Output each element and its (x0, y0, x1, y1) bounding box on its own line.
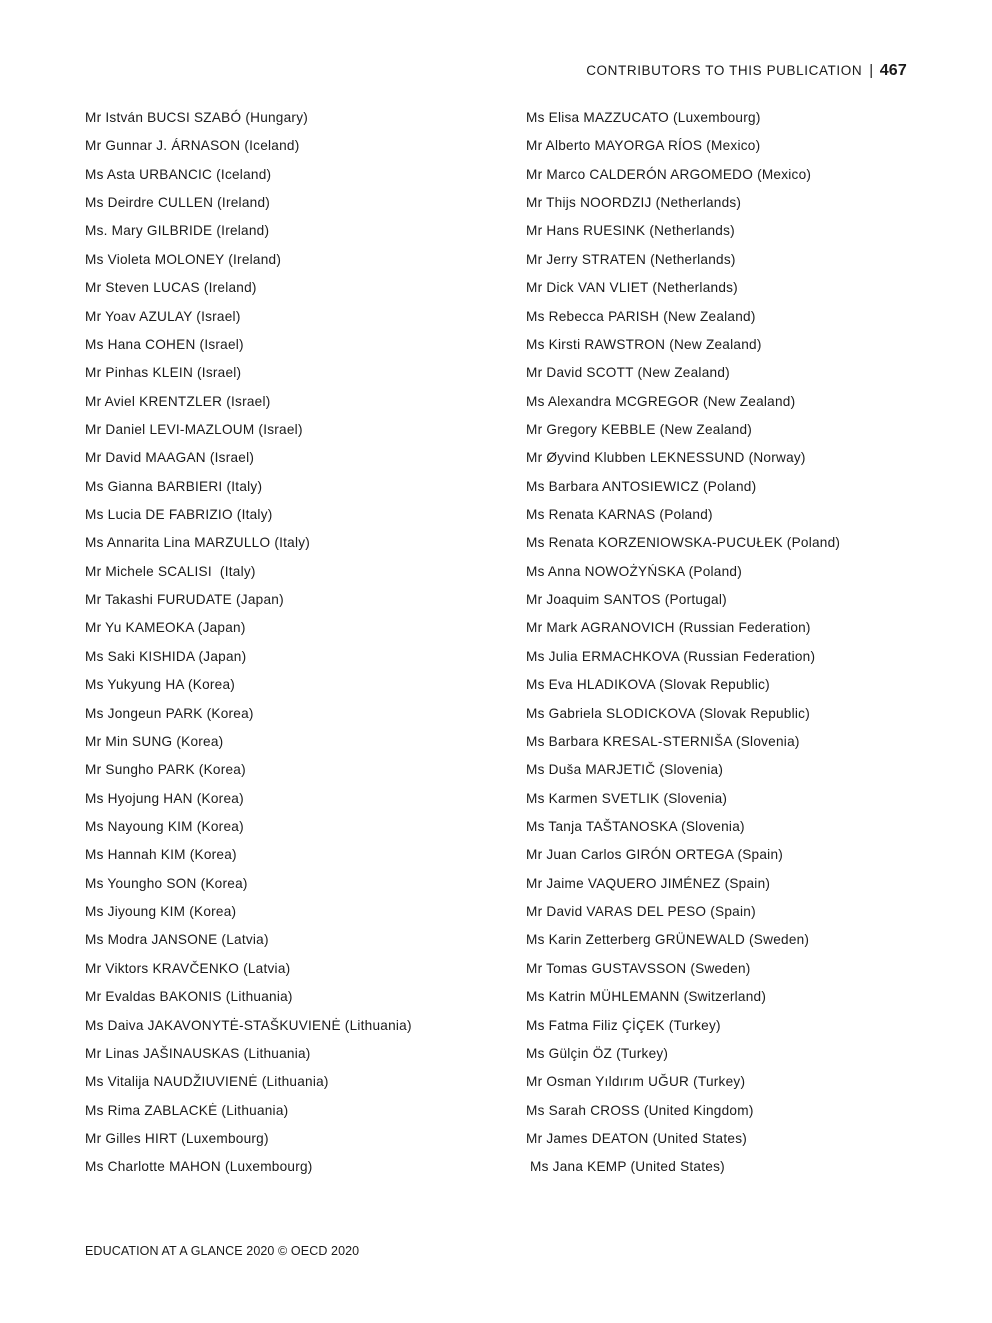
contributor-entry: Ms Youngho SON (Korea) (85, 875, 248, 891)
contributor-entry: Ms Elisa MAZZUCATO (Luxembourg) (526, 110, 761, 125)
contributor-entry: Ms Sarah CROSS (United Kingdom) (526, 1102, 754, 1118)
contributor-entry: Mr Gunnar J. ÁRNASON (Iceland) (85, 138, 300, 154)
contributor-entry: Ms Daiva JAKAVONYTĖ-STAŠKUVIENĖ (Lithuania) (85, 1017, 412, 1033)
contributor-entry: Ms Deirdre CULLEN (Ireland) (85, 195, 271, 211)
contributor-entry: Ms Tanja TAŠTANOSKA (Slovenia) (526, 818, 745, 834)
contributor-entry: Mr Evaldas BAKONIS (Lithuania) (85, 989, 293, 1005)
contributor-entry: Mr Gilles HIRT (Luxembourg) (85, 1130, 269, 1146)
contributor-entry: Mr Michele SCALISI (Italy) (85, 563, 256, 579)
contributor-entry: Ms Hannah KIM (Korea) (85, 847, 237, 863)
contributor-entry: Ms Yukyung HA (Korea) (85, 677, 236, 693)
contributor-entry: Mr Gregory KEBBLE (New Zealand) (526, 421, 753, 437)
contributor-entry: Ms Jiyoung KIM (Korea) (85, 904, 237, 920)
contributor-entry: Mr Yoav AZULAY (Israel) (85, 308, 241, 324)
contributor-entry: Ms Saki KISHIDA (Japan) (85, 648, 247, 664)
contributor-entry: Mr David SCOTT (New Zealand) (526, 365, 730, 381)
page-header (586, 62, 907, 80)
contributor-entry: Mr Jerry STRATEN (Netherlands) (526, 251, 736, 267)
contributor-entry: Ms Kirsti RAWSTRON (New Zealand) (526, 336, 762, 352)
contributor-entry: Ms Hana COHEN (Israel) (85, 336, 244, 352)
page-number: 467 (879, 62, 907, 79)
contributor-entry: Ms Renata KARNAS (Poland) (526, 507, 713, 523)
contributor-entry: Ms Karin Zetterberg GRÜNEWALD (Sweden) (526, 932, 810, 948)
contributor-entry: Ms. Mary GILBRIDE (Ireland) (85, 223, 270, 239)
contributor-entry: Ms Vitalija NAUDŽIUVIENĖ (Lithuania) (85, 1074, 329, 1090)
contributor-entry: Mr Min SUNG (Korea) (85, 733, 224, 749)
contributor-entry: Mr Jaime VAQUERO JIMÉNEZ (Spain) (526, 875, 771, 891)
contributor-entry: Mr Takashi FURUDATE (Japan) (85, 592, 284, 608)
contributor-entry: Mr Daniel LEVI-MAZLOUM (Israel) (85, 421, 303, 437)
contributor-entry: Mr Alberto MAYORGA RÍOS (Mexico) (526, 138, 761, 154)
contributor-entry: Ms Eva HLADIKOVA (Slovak Republic) (526, 677, 770, 693)
contributor-entry: Mr István BUCSI SZABÓ (Hungary) (85, 110, 309, 125)
contributor-entry: Mr Thijs NOORDZIJ (Netherlands) (526, 195, 742, 211)
contributor-entry: Mr Sungho PARK (Korea) (85, 762, 246, 778)
contributor-entry: Mr Osman Yıldırım UĞUR (Turkey) (526, 1074, 746, 1090)
contributor-entry: Ms Julia ERMACHKOVA (Russian Federation) (526, 648, 816, 664)
contributor-entry: Mr Aviel KRENTZLER (Israel) (85, 393, 271, 409)
contributor-entry: Ms Gülçin ÖZ (Turkey) (526, 1045, 669, 1061)
contributor-entry: Ms Annarita Lina MARZULLO (Italy) (85, 535, 311, 551)
contributor-entry: Ms Hyojung HAN (Korea) (85, 790, 244, 806)
contributors-left-column (85, 109, 505, 1187)
contributor-entry: Ms Gabriela SLODICKOVA (Slovak Republic) (526, 705, 810, 721)
contributor-entry: Ms Katrin MÜHLEMANN (Switzerland) (526, 989, 767, 1005)
contributors-right-column (526, 109, 926, 1187)
contributor-entry: Mr Joaquim SANTOS (Portugal) (526, 592, 727, 608)
contributor-entry: Ms Alexandra MCGREGOR (New Zealand) (526, 393, 796, 409)
contributor-entry: Mr Yu KAMEOKA (Japan) (85, 620, 246, 636)
contributor-entry: Ms Karmen SVETLIK (Slovenia) (526, 790, 728, 806)
contributor-entry: Ms Nayoung KIM (Korea) (85, 818, 244, 834)
contributor-entry: Ms Duša MARJETIČ (Slovenia) (526, 762, 724, 778)
contributor-entry: Mr Tomas GUSTAVSSON (Sweden) (526, 960, 751, 976)
contributor-entry: Ms Asta URBANCIC (Iceland) (85, 166, 272, 182)
contributor-entry: Ms Rima ZABLACKĖ (Lithuania) (85, 1102, 289, 1118)
contributor-entry: Mr Steven LUCAS (Ireland) (85, 280, 257, 296)
contributor-entry: Ms Renata KORZENIOWSKA-PUCUŁEK (Poland) (526, 535, 841, 551)
contributor-entry: Ms Violeta MOLONEY (Ireland) (85, 251, 282, 267)
page-footer: EDUCATION AT A GLANCE 2020 © OECD 2020 (85, 1244, 360, 1258)
contributor-entry: Ms Charlotte MAHON (Luxembourg) (85, 1159, 313, 1175)
contributor-entry: Mr Øyvind Klubben LEKNESSUND (Norway) (526, 450, 806, 466)
contributor-entry: Mr Viktors KRAVČENKO (Latvia) (85, 960, 291, 976)
contributor-entry: Ms Barbara ANTOSIEWICZ (Poland) (526, 478, 757, 494)
contributor-entry: Mr Mark AGRANOVICH (Russian Federation) (526, 620, 811, 636)
contributor-entry: Mr Pinhas KLEIN (Israel) (85, 365, 242, 381)
contributor-entry: Ms Jongeun PARK (Korea) (85, 705, 254, 721)
contributor-entry: Ms Gianna BARBIERI (Italy) (85, 478, 263, 494)
contributor-entry: Mr Linas JAŠINAUSKAS (Lithuania) (85, 1045, 311, 1061)
contributor-entry: Mr Hans RUESINK (Netherlands) (526, 223, 735, 239)
contributor-entry: Mr David VARAS DEL PESO (Spain) (526, 904, 756, 920)
contributor-entry: Mr Juan Carlos GIRÓN ORTEGA (Spain) (526, 847, 784, 863)
contributor-entry: Mr Dick VAN VLIET (Netherlands) (526, 280, 738, 296)
contributor-entry: Ms Lucia DE FABRIZIO (Italy) (85, 507, 273, 523)
contributor-entry: Ms Rebecca PARISH (New Zealand) (526, 308, 756, 324)
contributor-entry: Ms Modra JANSONE (Latvia) (85, 932, 269, 948)
contributor-entry: Mr Marco CALDERÓN ARGOMEDO (Mexico) (526, 166, 812, 182)
header-separator: | (869, 62, 874, 79)
contributor-entry: Mr David MAAGAN (Israel) (85, 450, 255, 466)
contributor-entry: Mr James DEATON (United States) (526, 1130, 748, 1146)
running-title: CONTRIBUTORS TO THIS PUBLICATION (586, 63, 863, 78)
contributor-entry: Ms Anna NOWOŻYŃSKA (Poland) (526, 563, 743, 579)
contributor-entry: Ms Fatma Filiz ÇİÇEK (Turkey) (526, 1017, 721, 1033)
contributor-entry: Ms Barbara KRESAL-STERNIŠA (Slovenia) (526, 733, 800, 749)
contributor-entry: Ms Jana KEMP (United States) (526, 1159, 725, 1175)
